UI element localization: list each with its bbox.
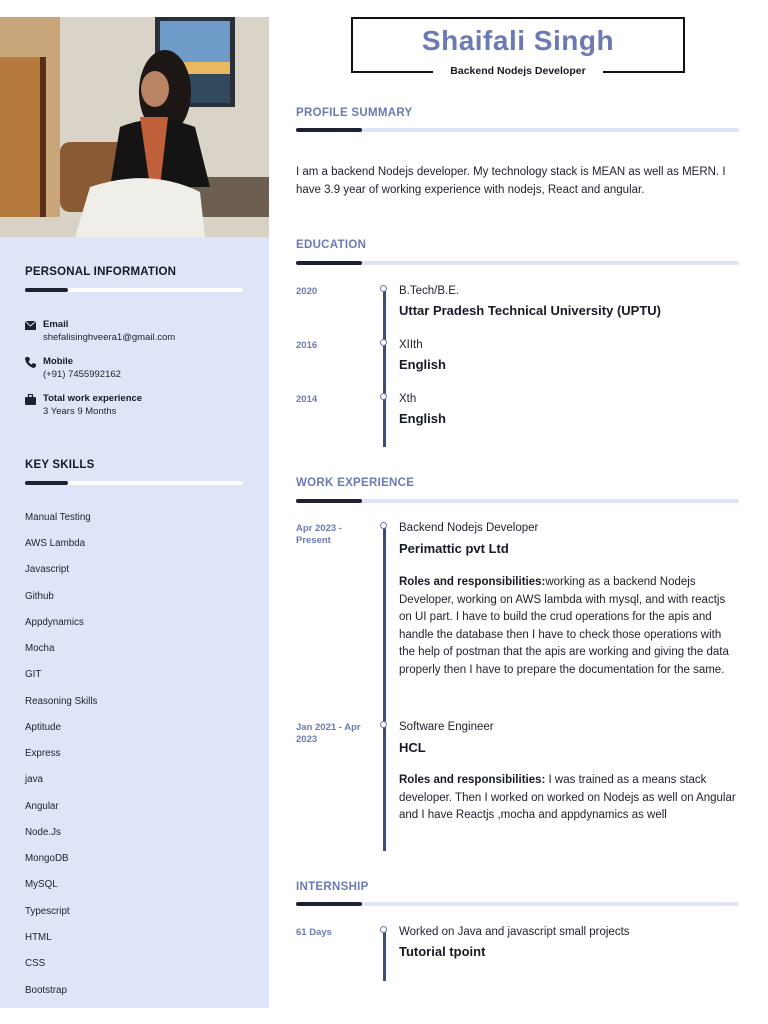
name-header [351, 17, 685, 77]
internship-timeline [383, 931, 386, 981]
internship-heading: INTERNSHIP [296, 881, 369, 893]
skill-item: Express [25, 748, 61, 759]
internship-duration: 61 Days [296, 927, 332, 938]
education-institute: English [399, 411, 446, 426]
education-year: 2014 [296, 394, 318, 405]
briefcase-icon [25, 394, 36, 405]
work-dates: Apr 2023 - Present [296, 523, 342, 546]
education-heading: EDUCATION [296, 239, 367, 251]
skill-item: Typescript [25, 906, 70, 917]
skill-item: Github [25, 591, 54, 602]
skill-item: AWS Lambda [25, 538, 86, 549]
skill-item: Node.Js [25, 827, 61, 838]
skill-item: Javascript [25, 564, 70, 575]
work-company: HCL [399, 740, 426, 755]
timeline-dot [380, 393, 387, 400]
email-label: Email [43, 319, 69, 330]
candidate-role: Backend Nodejs Developer [433, 65, 603, 77]
work-title: Backend Nodejs Developer [399, 522, 539, 534]
education-timeline [383, 290, 386, 447]
timeline-dot [380, 285, 387, 292]
roles-label: Roles and responsibilities: [399, 576, 546, 588]
email-value[interactable]: shefalisinghveera1@gmail.com [43, 332, 176, 343]
work-company: Perimattic pvt Ltd [399, 541, 509, 556]
skill-item: Reasoning Skills [25, 696, 98, 707]
education-institute: Uttar Pradesh Technical University (UPTU) [399, 303, 661, 318]
timeline-dot [380, 522, 387, 529]
profile-summary-text: I am a backend Nodejs developer. My technology stack is MEAN as well as MERN. I have 3.9 year of working experience with nodejs, React and angular. [296, 166, 726, 196]
internship-company: Tutorial tpoint [399, 944, 486, 959]
mobile-label: Mobile [43, 356, 74, 367]
skill-item: Appdynamics [25, 617, 84, 628]
skill-item: HTML [25, 932, 52, 943]
skill-item: Manual Testing [25, 512, 91, 523]
work-experience-heading: WORK EXPERIENCE [296, 477, 415, 489]
education-year: 2020 [296, 286, 318, 297]
skill-item: Mocha [25, 643, 55, 654]
skill-item: MySQL [25, 879, 58, 890]
work-experience-divider [296, 499, 739, 503]
work-description [399, 574, 739, 680]
education-degree: XIIth [399, 339, 423, 351]
profile-photo [0, 17, 269, 237]
skill-item: Angular [25, 801, 59, 812]
skill-item: CSS [25, 958, 46, 969]
work-timeline [383, 527, 386, 851]
skill-item: Bootstrap [25, 985, 67, 996]
timeline-dot [380, 339, 387, 346]
education-degree: B.Tech/B.E. [399, 285, 460, 297]
experience-label: Total work experience [43, 393, 143, 404]
internship-divider [296, 902, 739, 906]
experience-value: 3 Years 9 Months [43, 406, 117, 417]
personal-info-divider [25, 288, 243, 292]
work-title: Software Engineer [399, 721, 494, 733]
skill-item: MongoDB [25, 853, 69, 864]
work-dates: Jan 2021 - Apr 2023 [296, 722, 361, 745]
internship-title: Worked on Java and javascript small projects [399, 926, 630, 938]
envelope-icon [25, 320, 36, 331]
mobile-value[interactable]: (+91) 7455992162 [43, 369, 121, 380]
roles-text: I was trained as a means stack developer. Then I worked on worked on Nodejs as well on Angular and I have Reactjs ,mocha and appdynamics as well [399, 774, 736, 822]
candidate-name: Shaifali Singh [421, 25, 615, 56]
timeline-dot [380, 721, 387, 728]
key-skills-heading: KEY SKILLS [25, 459, 95, 471]
skill-item: Aptitude [25, 722, 61, 733]
work-description [399, 772, 739, 825]
roles-label: Roles and responsibilities: [399, 774, 546, 786]
phone-icon [25, 357, 36, 368]
skill-item: java [25, 774, 43, 785]
profile-summary-divider [296, 128, 739, 132]
profile-summary-heading: PROFILE SUMMARY [296, 107, 413, 119]
education-institute: English [399, 357, 446, 372]
personal-info-heading: PERSONAL INFORMATION [25, 266, 177, 278]
key-skills-divider [25, 481, 243, 485]
education-year: 2016 [296, 340, 318, 351]
roles-text: working as a backend Nodejs Developer, working on AWS lambda with mysql, and with reactjs on UI part. I have to build the crud operations for the apis and handle the database then I have to check those operations with the help of postman that the apis are working and giving the data properly then I have to prepare the documentation for the same. [399, 576, 729, 676]
education-divider [296, 261, 739, 265]
skill-item: GIT [25, 669, 42, 680]
timeline-dot [380, 926, 387, 933]
education-degree: Xth [399, 393, 417, 405]
